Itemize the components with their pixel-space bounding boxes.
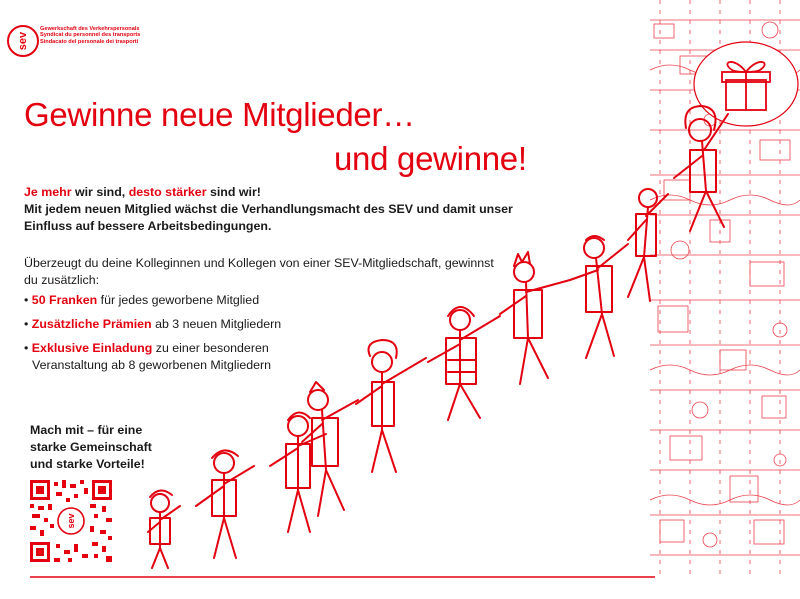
cta-line-2: starke Gemeinschaft bbox=[30, 440, 152, 454]
benefit-item bbox=[24, 292, 281, 309]
call-to-action bbox=[30, 422, 152, 473]
intro-text-2: wir sind, bbox=[71, 185, 129, 199]
bullet: • bbox=[24, 293, 29, 307]
bullet: • bbox=[24, 341, 29, 355]
intro-text-4: sind wir! bbox=[206, 185, 261, 199]
body-text bbox=[24, 255, 504, 289]
cta-line-3: und starke Vorteile! bbox=[30, 457, 145, 471]
benefit-text-continued: Veranstaltung ab 8 geworbenen Mitgliedern bbox=[32, 358, 272, 372]
benefit-highlight: 50 Franken bbox=[31, 293, 98, 307]
benefits-list bbox=[24, 292, 281, 381]
gift-box-icon bbox=[676, 36, 800, 136]
headline-line-1: Gewinne neue Mitglieder… bbox=[24, 96, 415, 133]
benefit-text: ab 3 neuen Mitgliedern bbox=[151, 317, 282, 331]
bullet: • bbox=[24, 317, 29, 331]
organisation-name bbox=[40, 26, 140, 45]
benefit-text: für jedes geworbene Mitglied bbox=[97, 293, 260, 307]
qr-code[interactable] bbox=[30, 480, 112, 562]
benefit-text: zu einer besonderen bbox=[152, 341, 269, 355]
org-line-fr: Syndicat du personnel des transports bbox=[40, 32, 141, 39]
sev-logo bbox=[6, 24, 40, 58]
body-lead: Überzeugt du deine Kolleginnen und Kollegen von einer SEV-Mitgliedschaft, gewinnst du zusätzlich: bbox=[24, 256, 494, 287]
headline-line-2: und gewinne! bbox=[334, 140, 527, 177]
intro-highlight-2: desto stärker bbox=[128, 185, 207, 199]
org-line-de: Gewerkschaft des Verkehrspersonals bbox=[40, 26, 140, 32]
intro-highlight-1: Je mehr bbox=[24, 185, 72, 199]
sev-logo-text: sev bbox=[17, 31, 29, 51]
benefit-highlight: Zusätzliche Prämien bbox=[31, 317, 152, 331]
benefit-item bbox=[24, 340, 281, 374]
qr-center-logo: sev bbox=[66, 513, 76, 529]
intro-line-1 bbox=[24, 184, 544, 201]
intro-text bbox=[24, 184, 544, 235]
org-line-it: Sindacato del personale dei trasporti bbox=[40, 38, 139, 45]
benefit-highlight: Exklusive Einladung bbox=[31, 341, 153, 355]
cta-line-1: Mach mit – für eine bbox=[30, 423, 143, 437]
benefit-item bbox=[24, 316, 281, 333]
intro-line-2: Mit jedem neuen Mitglied wächst die Verhandlungsmacht des SEV und damit unser Einfluss auf bessere Arbeitsbedingungen. bbox=[24, 202, 513, 233]
